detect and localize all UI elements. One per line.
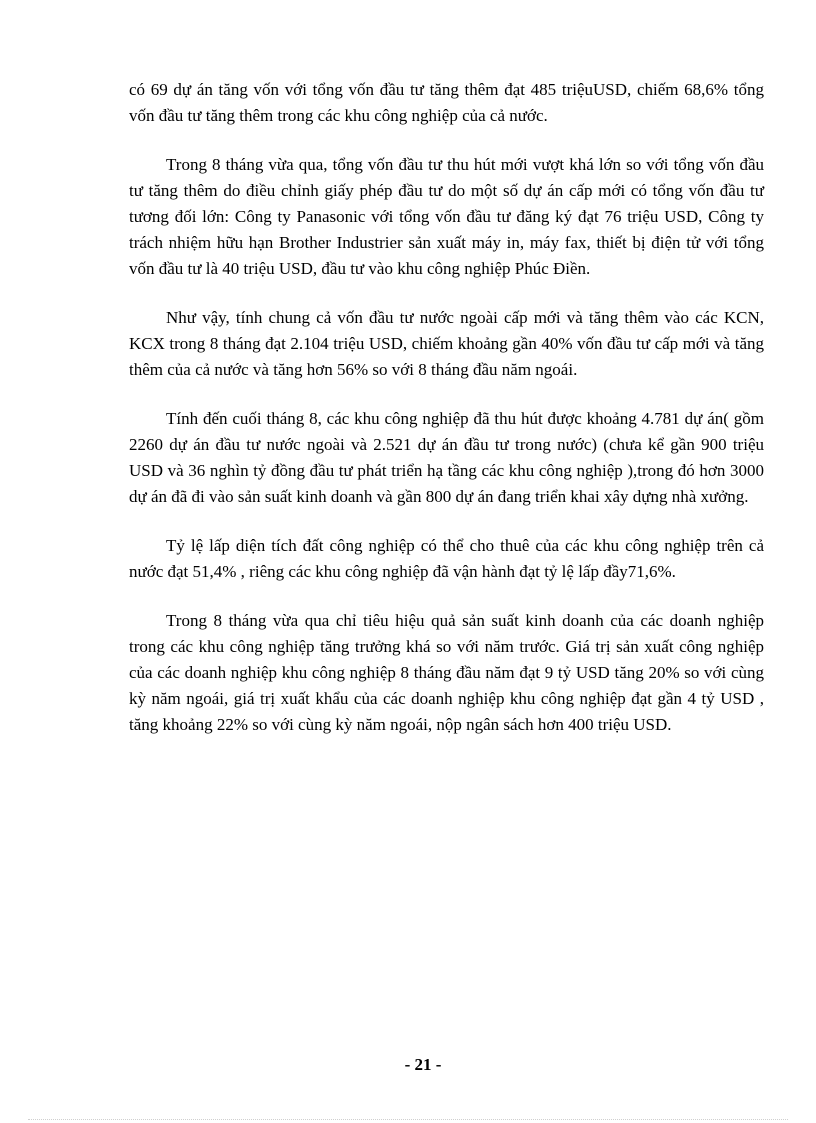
paragraph-occupancy-rate: Tỷ lệ lấp diện tích đất công nghiệp có thể cho thuê của các khu công nghiệp trên cả nước đạt 51,4% , riêng các khu công nghiệp đã vận hành đạt tỷ lệ lấp đầy71,6%. [129,536,764,581]
page-bottom-divider [28,1119,788,1120]
paragraph-projects-count: Tính đến cuối tháng 8, các khu công nghiệp đã thu hút được khoảng 4.781 dự án( gồm 2260 dự án đầu tư nước ngoài và 2.521 dự án đầu tư trong nước) (chưa kể gần 900 triệu USD và 36 nghìn tỷ đồng đầu tư phát triển hạ tầng các khu công nghiệp ),trong đó hơn 3000 dự án đã đi vào sản suất kinh doanh và gần 800 dự án đang triển khai xây dựng nhà xưởng. [129,409,764,506]
paragraph-business-results: Trong 8 tháng vừa qua chỉ tiêu hiệu quả sản suất kinh doanh của các doanh nghiệp trong các khu công nghiệp tăng trưởng khá so với năm trước. Giá trị sản xuất công nghiệp của các doanh nghiệp khu công nghiệp 8 tháng đầu năm đạt 9 tỷ USD tăng 20% so với cùng kỳ năm ngoái, giá trị xuất khẩu của các doanh nghiệp khu công nghiệp đạt gần 4 tỷ USD , tăng khoảng 22% so với cùng kỳ năm ngoái, nộp ngân sách hơn 400 triệu USD. [129,611,764,734]
page-number: - 21 - [404,1055,442,1074]
paragraph-continued: có 69 dự án tăng vốn với tổng vốn đầu tư tăng thêm đạt 485 triệuUSD, chiếm 68,6% tổng vốn đầu tư tăng thêm trong các khu công nghiệp của cả nước. [129,80,764,125]
paragraph-new-investment: Trong 8 tháng vừa qua, tổng vốn đầu tư thu hút mới vượt khá lớn so với tổng vốn đầu tư tăng thêm do điều chỉnh giấy phép đầu tư do một số dự án cấp mới có tổng vốn đầu tư tương đối lớn: Công ty Panasonic với tổng vốn đầu tư đăng ký đạt 76 triệu USD, Công ty trách nhiệm hữu hạn Brother Industrier sản xuất máy in, máy fax, thiết bị điện tử với tổng vốn đầu tư là 40 triệu USD, đầu tư vào khu công nghiệp Phúc Điền. [129,155,764,278]
document-body [129,77,764,761]
paragraph-total-fdi: Như vậy, tính chung cả vốn đầu tư nước ngoài cấp mới và tăng thêm vào các KCN, KCX trong 8 tháng đạt 2.104 triệu USD, chiếm khoảng gần 40% vốn đầu tư cấp mới và tăng thêm của cả nước và tăng hơn 56% so với 8 tháng đầu năm ngoái. [129,308,764,379]
